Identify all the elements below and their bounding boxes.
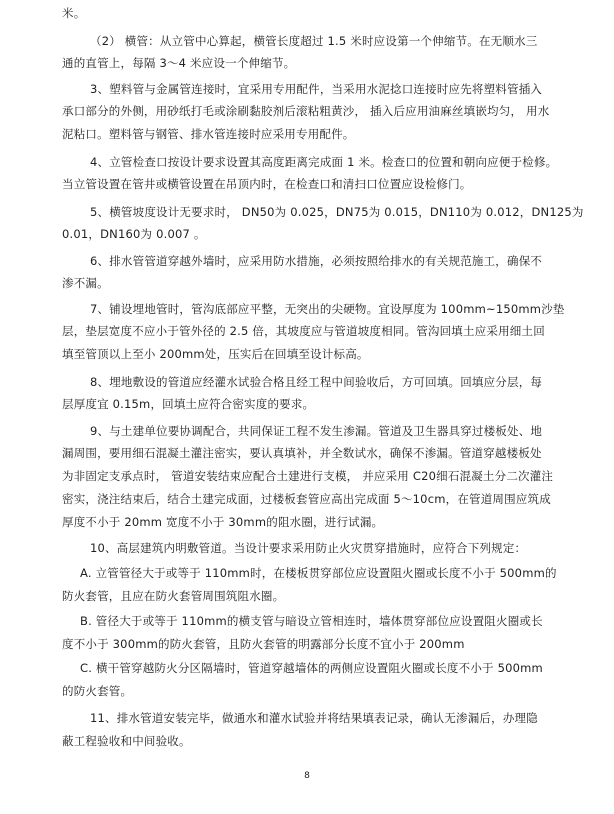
text-line: 当立管设置在管井或横管设置在吊顶内时，在检查口和清扫口位置应设检修门。: [62, 177, 472, 191]
text-line: 6、排水管管道穿越外墙时，应采用防水措施，必须按照给排水的有关规范施工，确保不: [90, 254, 543, 268]
text-line: 层，垫层宽度不应小于管外径的 2.5 倍，其坡度应与管道坡度相同。管沟回填土应采用细土回: [62, 324, 545, 338]
text-line: 的防火套管。: [62, 684, 133, 698]
text-line: 泥粘口。塑料管与钢管、排水管连接时应采用专用配件。: [62, 127, 355, 141]
text-line: 米。: [62, 6, 86, 20]
text-line: 密实，浇注结束后，结合土建完成面，过楼板套管应高出完成面 5～10cm，在管道周围应筑成: [62, 492, 551, 506]
text-line: 度不小于 300mm的防火套管，且防火套管的明露部分长度不宜小于 200mm: [62, 637, 465, 651]
text-line: 渗不漏。: [62, 276, 109, 290]
text-line: 5、横管坡度设计无要求时， DN50为 0.025，DN75为 0.015，DN110为 0.012，DN125为: [90, 205, 584, 219]
text-line: 10、高层建筑内明敷管道。当设计要求采用防止火灾贯穿措施时，应符合下列规定：: [90, 541, 527, 555]
text-line: A. 立管管径大于或等于 110mm时，在楼板贯穿部位应设置阻火圈或长度不小于 500mm的: [80, 566, 557, 580]
text-line: 蔽工程验收和中间验收。: [62, 734, 191, 748]
page-number: 8: [304, 771, 310, 781]
text-line: B. 管径大于或等于 110mm的横支管与暗设立管相连时，墙体贯穿部位应设置阻火圈或长: [80, 614, 543, 628]
text-line: 填至管顶以上至小 200mm处，压实后在回填至设计标高。: [62, 347, 369, 361]
text-line: （2） 横管：从立管中心算起，横管长度超过 1.5 米时应设第一个伸缩节。在无顺水三: [90, 34, 538, 48]
text-line: 层厚度宜 0.15m，回填土应符合密实度的要求。: [62, 397, 315, 411]
text-line: 承口部分的外侧，用砂纸打毛或涂刷黏胶剂后滚粘粗黄沙， 插入后应用油麻丝填嵌均匀， 用水: [62, 104, 550, 118]
text-line: 8、埋地敷设的管道应经灌水试验合格且经工程中间验收后，方可回填。回填应分层，每: [90, 375, 543, 389]
text-line: 厚度不小于 20mm 宽度不小于 30mm的阻水圈，进行试漏。: [62, 515, 384, 529]
text-line: 0.01，DN160为 0.007 。: [62, 227, 206, 241]
text-line: C. 横干管穿越防火分区隔墙时，管道穿越墙体的两侧应设置阻火圈或长度不小于 500mm: [80, 661, 543, 675]
text-line: 7、铺设埋地管时，管沟底部应平整，无突出的尖硬物。宜设厚度为 100mm~150mm沙垫: [90, 302, 565, 316]
text-line: 为非固定支承点时， 管道安装结束应配合土建进行支模， 并应采用 C20细石混凝土分二次灌注: [62, 469, 554, 483]
text-line: 漏周围，要用细石混凝土灌注密实，要认真填补，并全数试水，确保不渗漏。管道穿越楼板处: [62, 446, 542, 460]
text-line: 3、塑料管与金属管连接时，宜采用专用配件，当采用水泥捻口连接时应先将塑料管插入: [90, 82, 543, 96]
text-line: 11、排水管道安装完毕，做通水和灌水试验并将结果填表记录，确认无渗漏后，办理隐: [90, 711, 538, 725]
text-line: 防火套管，且应在防火套管周围筑阻水圈。: [62, 589, 285, 603]
text-line: 通的直管上，每隔 3～4 米应设一个伸缩节。: [62, 56, 296, 70]
text-line: 4、立管检查口按设计要求设置其高度距离完成面 1 米。检查口的位置和朝向应便于检修。: [90, 155, 558, 169]
text-line: 9、与土建单位要协调配合，共同保证工程不发生渗漏。管道及卫生器具穿过楼板处、地: [90, 424, 543, 438]
